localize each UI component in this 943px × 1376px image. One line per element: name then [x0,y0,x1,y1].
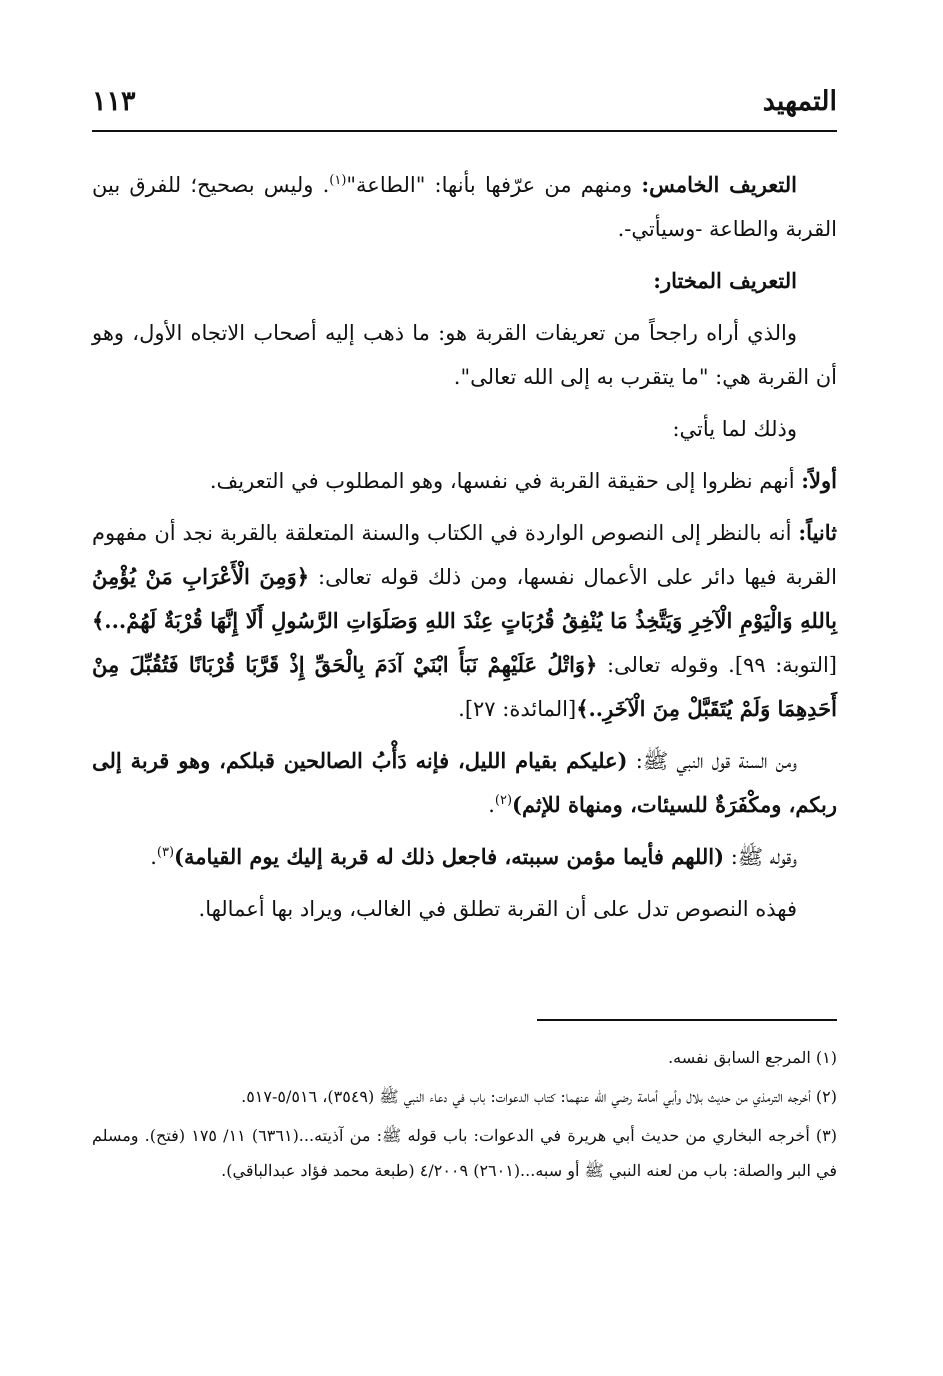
paragraph-conclusion: فهذه النصوص تدل على أن القربة تطلق في الغالب، ويراد بها أعمالها. [198,897,797,921]
text-fifth-definition: ومنهم من عرّفها بأنها: "الطاعة" [346,173,642,197]
source-maidah: [المائدة: ٢٧] [464,697,577,721]
hadith-supplication: (اللهم فأيما مؤمن سببته، فاجعل ذلك له قربة إليك يوم القيامة) [174,844,725,869]
footnote-rule [537,1019,837,1021]
quran-verse-tawbah: ﴿وَمِنَ الْأَعْرَابِ مَنْ يُؤْمِنُ بِاللهِ وَالْيَوْمِ الْآخِرِ وَيَتَّخِذُ مَا يُنْفِقُ قُرُبَاتٍ عِنْدَ اللهِ وَصَلَوَاتِ الرَّسُولِ أَلَا إِنَّهَا قُرْبَةٌ لَهُمْ...﴾ [92,564,837,633]
footnote-ref-2[interactable]: (٢) [494,793,513,808]
paragraph-chosen: والذي أراه راجحاً من تعريفات القربة هو: ما ذهب إليه أصحاب الاتجاه الأول، وهو أن القربة هي: "ما يتقرب به إلى الله تعالى". [92,321,837,389]
footnote-2: (٢) أخرجه الترمذي من حديث بلال وأبي أمامة رضي الله عنهما: كتاب الدعوات: باب في دعاء النبي ﷺ (٣٥٤٩)، ٥/٥١٦-٥١٧. [241,1087,837,1106]
quran-verse-maidah: ﴿وَاتْلُ عَلَيْهِمْ نَبَأَ ابْنَيْ آدَمَ بِالْحَقِّ إِذْ قَرَّبَا قُرْبَانًا فَتُقُبِّلَ مِنْ أَحَدِهِمَا وَلَمْ يُتَقَبَّلْ مِنَ الْآخَرِ..﴾ [92,652,837,721]
page-header [92,86,837,132]
text-second-reason-end: . [458,697,465,721]
paragraph-reasons-intro: وذلك لما يأتي: [672,417,797,441]
text-first-reason: أنهم نظروا إلى حقيقة القربة في نفسها، وهو المطلوب في التعريف. [209,469,802,493]
footnote-3: (٣) أخرجه البخاري من حديث أبي هريرة في الدعوات: باب قوله ﷺ: من آذيته...(٦٣٦١) ١١/ ١٧٥ (فتح). ومسلم في البر والصلة: باب من لعنه النبي ﷺ أو سبه...(٢٦٠١) ٤/٢٠٠٩ (طبعة محمد فؤاد عبدالباقي). [92,1126,838,1180]
text-second-reason: أنه بالنظر إلى النصوص الواردة في الكتاب والسنة المتعلقة بالقربة نجد أن مفهوم القربة فيها دائر على الأعمال نفسها، ومن ذلك قوله تعالى: [92,521,838,589]
text-fifth-definition-rest: . وليس بصحيح؛ للفرق بين القربة والطاعة -وسيأتي-. [92,173,837,241]
footnotes [92,1040,837,1192]
paragraph-sunnah [92,739,837,827]
text-second-hadith-end: . [150,845,157,869]
text-second-reason-mid: . وقوله تعالى: [597,653,735,677]
paragraph-second-hadith [92,835,837,879]
label-second: ثانياً: [798,520,837,545]
hadith-night-prayer: (عليكم بقيام الليل، فإنه دَأْبُ الصالحين قبلكم، وهو قربة إلى ربكم، ومكْفَرَةٌ للسيئات، ومنهاة للإثم) [92,748,837,817]
footnote-ref-1[interactable]: (١) [329,173,347,188]
paragraph-second-reason [92,511,837,731]
label-first: أولاً: [801,468,837,493]
text-sunnah: ومن السنة قول النبي ﷺ: [627,749,797,773]
heading-chosen-definition: التعريف المختار: [653,268,797,293]
text-sunnah-end: . [488,793,495,817]
source-tawbah: [التوبة: ٩٩] [734,653,838,677]
header-rule [92,130,837,132]
footnote-ref-3[interactable]: (٣) [156,845,175,860]
text-second-hadith: وقوله ﷺ: [724,845,797,869]
label-fifth-definition: التعريف الخامس: [641,172,797,197]
section-title: التمهيد [762,86,837,117]
paragraph-first-reason [92,459,837,503]
paragraph-fifth-definition [92,163,837,251]
main-text [92,163,837,939]
footnote-1: (١) المرجع السابق نفسه. [668,1048,837,1067]
page-number: ١١٣ [92,86,136,117]
